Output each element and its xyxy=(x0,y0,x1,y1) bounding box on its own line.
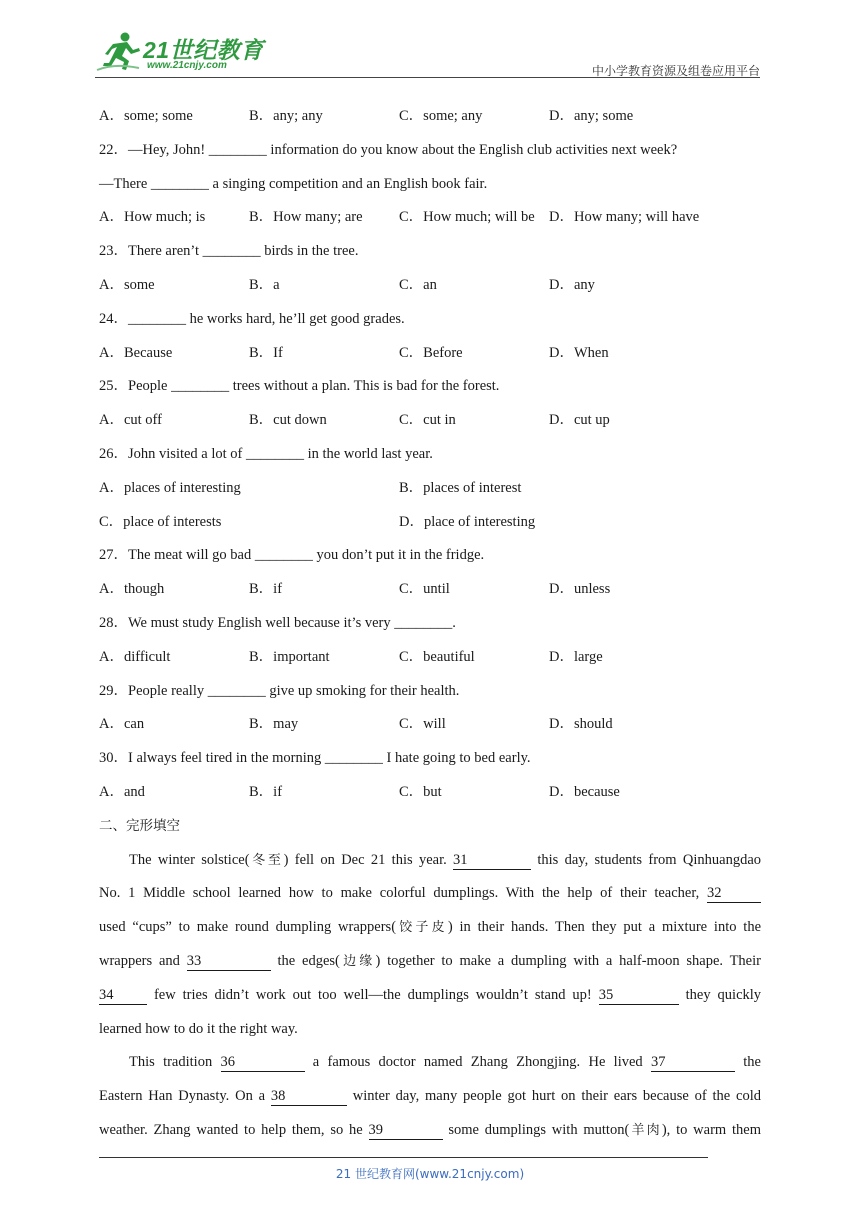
q28-option-b: B．important xyxy=(249,648,330,665)
blank-37: 37 xyxy=(651,1054,735,1072)
q22-option-a: A．How much; is xyxy=(99,209,206,226)
q29-options xyxy=(99,711,761,745)
q24-option-a: A．Because xyxy=(99,344,173,361)
q28-stem: 28．We must study English well because it’s very ________. xyxy=(99,614,456,631)
q27-stem: 27．The meat will go bad ________ you don’t put it in the fridge. xyxy=(99,547,485,564)
q24-option-c: C．Before xyxy=(399,344,463,361)
passage-p1-line2 xyxy=(99,880,761,914)
q26-options-row2 xyxy=(99,509,761,543)
q28-option-a: A．difficult xyxy=(99,648,171,665)
passage-text: This tradition xyxy=(129,1054,213,1071)
q23-option-a: A．some xyxy=(99,276,155,293)
passage-text: this day, students from Qinhuangdao xyxy=(537,851,761,868)
q28-options xyxy=(99,644,761,678)
q26-option-c: C．place of interests xyxy=(99,513,222,530)
q26-options-row1 xyxy=(99,475,761,509)
q22-option-b: B．How many; are xyxy=(249,209,363,226)
q25-option-a: A．cut off xyxy=(99,412,162,429)
passage-text: weather. Zhang wanted to help them, so he xyxy=(99,1121,363,1138)
passage-cjk: 冬至 xyxy=(249,852,284,868)
q22-option-d: D．How many; will have xyxy=(549,209,700,226)
q21-option-a: A．some; some xyxy=(99,108,193,124)
q22-stem-line2: —There ________ a singing competition and an English book fair. xyxy=(99,175,488,192)
runner-logo-icon xyxy=(95,30,147,74)
q29-stem: 29．People really ________ give up smoking for their health. xyxy=(99,682,460,699)
passage-p1-line5 xyxy=(99,982,761,1016)
passage-text: winter day, many people got hurt on their ears because of the cold xyxy=(352,1088,762,1105)
footer-link[interactable]: 21 世纪教育网(www.21cnjy.com) xyxy=(335,1167,525,1181)
q21-option-d: D．any; some xyxy=(549,108,634,124)
blank-32: 32 xyxy=(707,885,761,903)
q25-option-b: B．cut down xyxy=(249,412,327,429)
logo-url: www.21cnjy.com xyxy=(147,60,227,71)
section-title: 二、完形填空 xyxy=(99,817,180,834)
q24-option-b: B．If xyxy=(249,344,283,361)
blank-38: 38 xyxy=(271,1088,347,1106)
q26-option-b: B．places of interest xyxy=(399,479,522,496)
passage-text: The winter solstice( xyxy=(129,851,250,868)
site-logo xyxy=(95,30,265,74)
q25-options xyxy=(99,407,761,441)
passage-text: the edges( xyxy=(277,952,340,969)
passage-text: a famous doctor named Zhang Zhongjing. He lived xyxy=(312,1054,643,1071)
blank-34: 34 xyxy=(99,987,147,1005)
blank-35: 35 xyxy=(599,987,679,1005)
q30-options xyxy=(99,779,761,813)
passage-text: ) together to make a dumpling with a half-moon shape. Their xyxy=(375,952,761,969)
passage-text: Eastern Han Dynasty. On a xyxy=(99,1088,266,1105)
q23-options xyxy=(99,272,761,306)
exam-content xyxy=(99,103,761,1151)
logo-text: 21世纪教育 xyxy=(143,37,264,63)
blank-39: 39 xyxy=(369,1122,443,1140)
q26-option-a: A．places of interesting xyxy=(99,479,241,496)
q23-option-c: C．an xyxy=(399,276,437,293)
passage-cjk: 边缘 xyxy=(339,953,376,969)
q28-option-c: C．beautiful xyxy=(399,648,475,665)
footer-rule xyxy=(99,1157,708,1158)
passage-text: ) in their hands. Then they put a mixture into the xyxy=(447,919,762,936)
passage-p1-line6: learned how to do it the right way. xyxy=(99,1020,298,1037)
passage-text: few tries didn’t work out too well—the dumplings wouldn’t stand up! xyxy=(153,986,592,1003)
passage-text: ) fell on Dec 21 this year. xyxy=(283,851,447,868)
passage-cjk: 羊肉 xyxy=(629,1122,662,1138)
q22-stem-line1: 22．—Hey, John! ________ information do you know about the English club activities next week? xyxy=(99,141,678,158)
passage-text: used “cups” to make round dumpling wrappers( xyxy=(99,919,397,936)
q23-stem: 23．There aren’t ________ birds in the tree. xyxy=(99,243,359,260)
q22-options xyxy=(99,204,761,238)
blank-33: 33 xyxy=(187,953,271,971)
passage-text: wrappers and xyxy=(99,952,180,969)
q27-option-d: D．unless xyxy=(549,581,611,598)
q30-option-a: A．and xyxy=(99,783,145,800)
q30-stem: 30．I always feel tired in the morning ________ I hate going to bed early. xyxy=(99,750,531,767)
q24-options xyxy=(99,340,761,374)
q25-option-d: D．cut up xyxy=(549,412,610,429)
q27-options xyxy=(99,576,761,610)
passage-p2-line3 xyxy=(99,1117,761,1151)
q21-options xyxy=(99,103,761,137)
passage-p1-line3 xyxy=(99,914,761,948)
passage-text: No. 1 Middle school learned how to make colorful dumplings. With the help of their teacher, xyxy=(99,885,700,902)
q24-stem: 24．________ he works hard, he’ll get good grades. xyxy=(99,310,405,327)
q29-option-b: B．may xyxy=(249,716,299,733)
passage-p1-line4 xyxy=(99,948,761,982)
header-rule xyxy=(95,77,760,78)
passage-text: the xyxy=(743,1054,761,1071)
q29-option-a: A．can xyxy=(99,716,145,733)
passage-text: ), to warm them xyxy=(661,1121,762,1138)
passage-p2-line1 xyxy=(99,1049,761,1083)
q29-option-d: D．should xyxy=(549,716,613,733)
q28-option-d: D．large xyxy=(549,648,603,665)
passage-p2-line2 xyxy=(99,1083,761,1117)
q26-stem: 26．John visited a lot of ________ in the world last year. xyxy=(99,445,433,462)
passage-cjk: 饺子皮 xyxy=(396,920,448,936)
header-platform-text: 中小学教育资源及组卷应用平台 xyxy=(591,64,760,78)
blank-31: 31 xyxy=(453,852,531,870)
q22-option-c: C．How much; will be xyxy=(399,209,535,226)
passage-p1-line1 xyxy=(99,847,761,881)
q25-option-c: C．cut in xyxy=(399,412,456,429)
q21-option-c: C．some; any xyxy=(399,108,483,124)
q27-option-a: A．though xyxy=(99,581,165,598)
q30-option-b: B．if xyxy=(249,783,283,800)
page-header xyxy=(95,30,760,78)
q25-stem: 25．People ________ trees without a plan. This is bad for the forest. xyxy=(99,378,500,395)
q27-option-c: C．until xyxy=(399,581,450,598)
q23-option-b: B．a xyxy=(249,276,280,293)
q30-option-d: D．because xyxy=(549,783,620,800)
q23-option-d: D．any xyxy=(549,276,595,293)
blank-36: 36 xyxy=(221,1054,305,1072)
passage-text: some dumplings with mutton( xyxy=(448,1121,630,1138)
q24-option-d: D．When xyxy=(549,344,609,361)
q26-option-d: D．place of interesting xyxy=(399,513,536,530)
q30-option-c: C．but xyxy=(399,783,442,800)
passage-text: they quickly xyxy=(685,986,762,1003)
q21-option-b: B．any; any xyxy=(249,108,323,124)
q27-option-b: B．if xyxy=(249,581,283,598)
q29-option-c: C．will xyxy=(399,716,446,733)
